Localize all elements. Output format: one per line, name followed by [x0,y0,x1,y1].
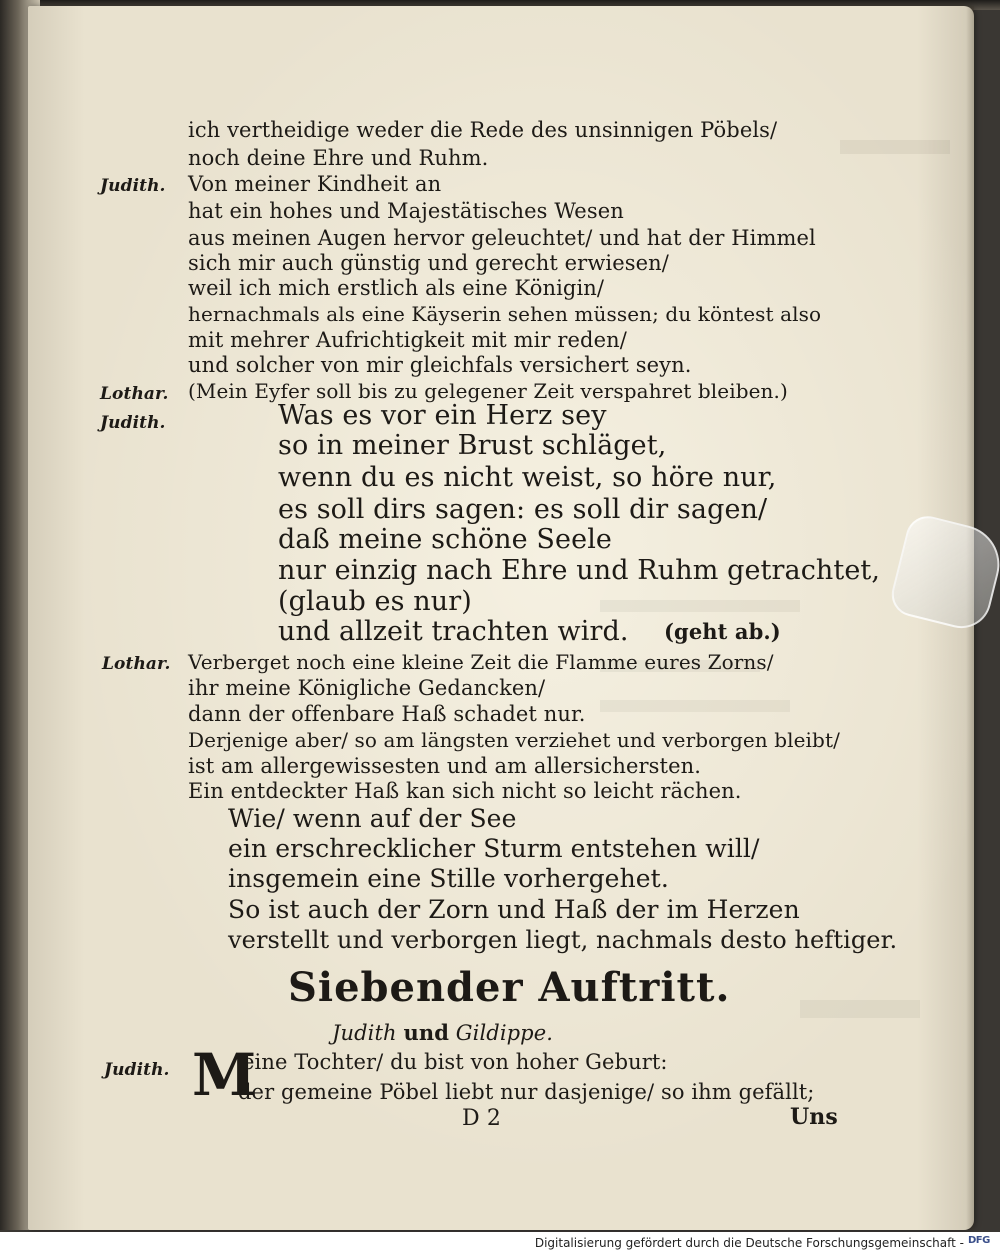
text-line: hat ein hohes und Majestätisches Wesen [188,199,624,223]
text-line: ich vertheidige weder die Rede des unsinnigen Pöbels/ [188,118,778,142]
dfg-logo-icon: DFG [968,1235,990,1246]
text-line: es soll dirs sagen: es soll dir sagen/ [278,494,768,525]
text-line: Von meiner Kindheit an [188,172,442,196]
text-line: aus meinen Augen hervor geleuchtet/ und hat der Himmel [188,226,816,250]
speaker-label: Judith. [100,413,166,433]
bleed-through [600,600,800,612]
speaker-label: Lothar. [100,384,169,404]
footer-credit: Digitalisierung gefördert durch die Deutsche Forschungsgemeinschaft - [534,1236,964,1250]
stage-direction: (geht ab.) [664,619,781,644]
text-line: insgemein eine Stille vorhergehet. [228,864,669,893]
text-line: und allzeit trachten wird. [278,616,629,647]
character-name: Judith [332,1021,397,1045]
text-line: ist am allergewissesten und am allersichersten. [188,754,702,778]
text-line: sich mir auch günstig und gerecht erwiesen/ [188,251,669,275]
bleed-through [600,700,790,712]
catchword: Uns [790,1104,838,1130]
drop-cap: M [192,1041,257,1109]
text-line: Was es vor ein Herz sey [278,400,607,431]
text-line: Derjenige aber/ so am längsten verziehet und verborgen bleibt/ [188,728,840,752]
text-line: weil ich mich erstlich als eine Königin/ [188,276,605,300]
character-name: Gildippe. [455,1021,554,1045]
text-line: der gemeine Pöbel liebt nur dasjenige/ so ihm gefällt; [238,1080,815,1104]
text-line: So ist auch der Zorn und Haß der im Herzen [228,895,800,924]
text-line: (glaub es nur) [278,586,472,617]
bleed-through [840,140,950,154]
speaker-label: Lothar. [102,654,171,674]
text-line: so in meiner Brust schläget, [278,430,667,461]
text-line: verstellt und verborgen liegt, nachmals desto heftiger. [228,926,898,954]
text-line: mit mehrer Aufrichtigkeit mit mir reden/ [188,328,627,352]
scene-characters [332,1020,553,1045]
speaker-label: Judith. [100,176,166,196]
text-line: eine Tochter/ du bist von hoher Geburt: [242,1050,668,1074]
text-line: Wie/ wenn auf der See [228,804,517,833]
text-line: noch deine Ehre und Ruhm. [188,146,489,170]
conjunction: und [403,1020,449,1045]
speaker-label: Judith. [104,1060,170,1080]
bleed-through [800,1000,920,1018]
text-line: Ein entdeckter Haß kan sich nicht so leicht rächen. [188,779,742,803]
page-signature: D 2 [462,1106,501,1131]
scene-heading: Siebender Auftritt. [288,964,731,1011]
text-line: nur einzig nach Ehre und Ruhm getrachtet, [278,555,881,586]
text-line: ihr meine Königliche Gedancken/ [188,676,546,700]
footer-bar [0,1232,1000,1255]
text-line: und solcher von mir gleichfals versichert seyn. [188,353,692,377]
text-line: dann der offenbare Haß schadet nur. [188,702,586,726]
text-line: Verberget noch eine kleine Zeit die Flamme eures Zorns/ [188,650,774,674]
text-line: ein erschrecklicher Sturm entstehen will/ [228,834,760,863]
text-line: hernachmals als eine Käyserin sehen müssen; du köntest also [188,302,822,326]
text-line: daß meine schöne Seele [278,524,613,555]
text-line: wenn du es nicht weist, so höre nur, [278,462,777,493]
text-line: (Mein Eyfer soll bis zu gelegener Zeit verspahret bleiben.) [188,379,788,403]
